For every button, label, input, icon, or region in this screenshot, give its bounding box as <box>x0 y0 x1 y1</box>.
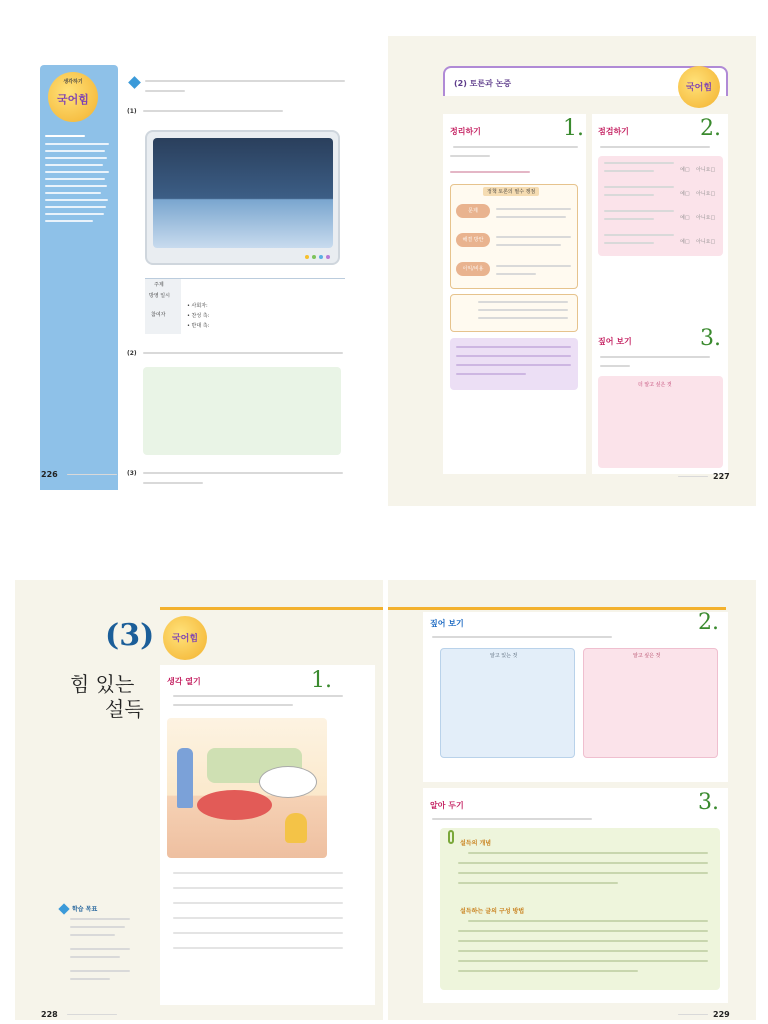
participant-con: • 반대 측: <box>187 323 210 329</box>
check-no-1[interactable]: 아니요□ <box>696 167 716 173</box>
sidebar <box>40 65 118 490</box>
badge-text: 국어힘 <box>57 93 89 106</box>
summary-number: 1. <box>563 116 584 141</box>
summary-title: 정리하기 <box>450 127 481 136</box>
note2-title: 설득하는 글의 구성 방법 <box>460 908 525 915</box>
table-label-topic: 주제 <box>154 282 164 288</box>
question-1-number: (1) <box>127 108 137 115</box>
check-yes-3[interactable]: 예□ <box>680 215 690 221</box>
paperclip-icon <box>448 830 454 844</box>
badge-logo <box>678 66 720 108</box>
chapter-title-line1: 힘 있는 <box>70 672 135 696</box>
top-rule <box>160 607 383 610</box>
badge-text: 국어힘 <box>685 83 713 93</box>
check-number: 2. <box>700 116 721 141</box>
person-left <box>177 748 193 808</box>
page-number-227: 227 <box>713 472 730 481</box>
known-label: 알고 있는 것 <box>490 653 518 659</box>
check-yes-1[interactable]: 예□ <box>680 167 690 173</box>
table-label-participants: 참여자 <box>151 312 166 318</box>
section-header: (2) 토론과 논증 <box>454 79 512 88</box>
tv-screen <box>145 130 340 265</box>
person-kid <box>285 813 307 843</box>
review-title: 짚어 보기 <box>430 619 464 628</box>
diagram-item-cost: 이익/비용 <box>456 262 490 276</box>
answer-box-2[interactable] <box>143 367 341 455</box>
question-3-number: (3) <box>127 470 137 477</box>
page-number-226: 226 <box>41 470 58 479</box>
check-yes-2[interactable]: 예□ <box>680 191 690 197</box>
page-229 <box>388 580 756 1020</box>
page-number-228: 228 <box>41 1010 58 1019</box>
top-rule <box>388 607 726 610</box>
debate-scene-image <box>153 138 333 248</box>
table-label-date: 방영 일시 <box>149 293 170 299</box>
diagram-item-solution: 해결 방안 <box>456 233 490 247</box>
badge-sup: 생각하기 <box>63 79 83 85</box>
tv-dots <box>305 255 330 259</box>
check-no-2[interactable]: 아니요□ <box>696 191 716 197</box>
diagram-item-problem: 문제 <box>456 204 490 218</box>
page-226 <box>15 30 381 490</box>
know-number: 3. <box>698 790 719 815</box>
page-227 <box>388 36 756 506</box>
argument-box <box>450 294 578 332</box>
know-title: 알아 두기 <box>430 801 464 810</box>
chapter-number: (3) <box>105 618 155 653</box>
speech-bubble <box>259 766 317 798</box>
participant-host: • 사회자: <box>187 303 208 309</box>
check-no-3[interactable]: 아니요□ <box>696 215 716 221</box>
check-title: 점검하기 <box>598 127 629 136</box>
badge-text: 국어힘 <box>171 634 199 644</box>
page-number-229: 229 <box>713 1010 730 1019</box>
question-2-number: (2) <box>127 350 137 357</box>
rug <box>197 790 272 820</box>
check-no-4[interactable]: 아니요□ <box>696 239 716 245</box>
cartoon-illustration <box>167 718 327 858</box>
note1-title: 설득의 개념 <box>460 840 492 847</box>
want-label: 알고 싶은 것 <box>633 653 661 659</box>
diagram-title: 정책 토론의 필수 쟁점 <box>483 187 539 196</box>
participant-pro: • 찬성 측: <box>187 313 210 319</box>
check-yes-4[interactable]: 예□ <box>680 239 690 245</box>
badge-logo <box>163 616 207 660</box>
review-number: 3. <box>700 326 721 351</box>
want-box[interactable] <box>583 648 718 758</box>
want-to-know-box[interactable] <box>598 376 723 468</box>
sidebar-textblock <box>45 135 113 227</box>
info-table <box>145 278 345 333</box>
review-title: 짚어 보기 <box>598 337 632 346</box>
badge-logo <box>48 72 98 122</box>
think-open-number: 1. <box>311 668 332 693</box>
learning-goal-title: 학습 목표 <box>72 906 98 913</box>
chapter-title-line2: 설득 <box>105 697 144 721</box>
learning-goal-icon <box>58 903 69 914</box>
page-228 <box>15 580 383 1020</box>
cube-icon <box>128 76 141 89</box>
known-box[interactable] <box>440 648 575 758</box>
review-number: 2. <box>698 610 719 635</box>
want-to-know-label: 더 알고 싶은 것 <box>638 382 672 388</box>
think-open-title: 생각 열기 <box>167 677 201 686</box>
